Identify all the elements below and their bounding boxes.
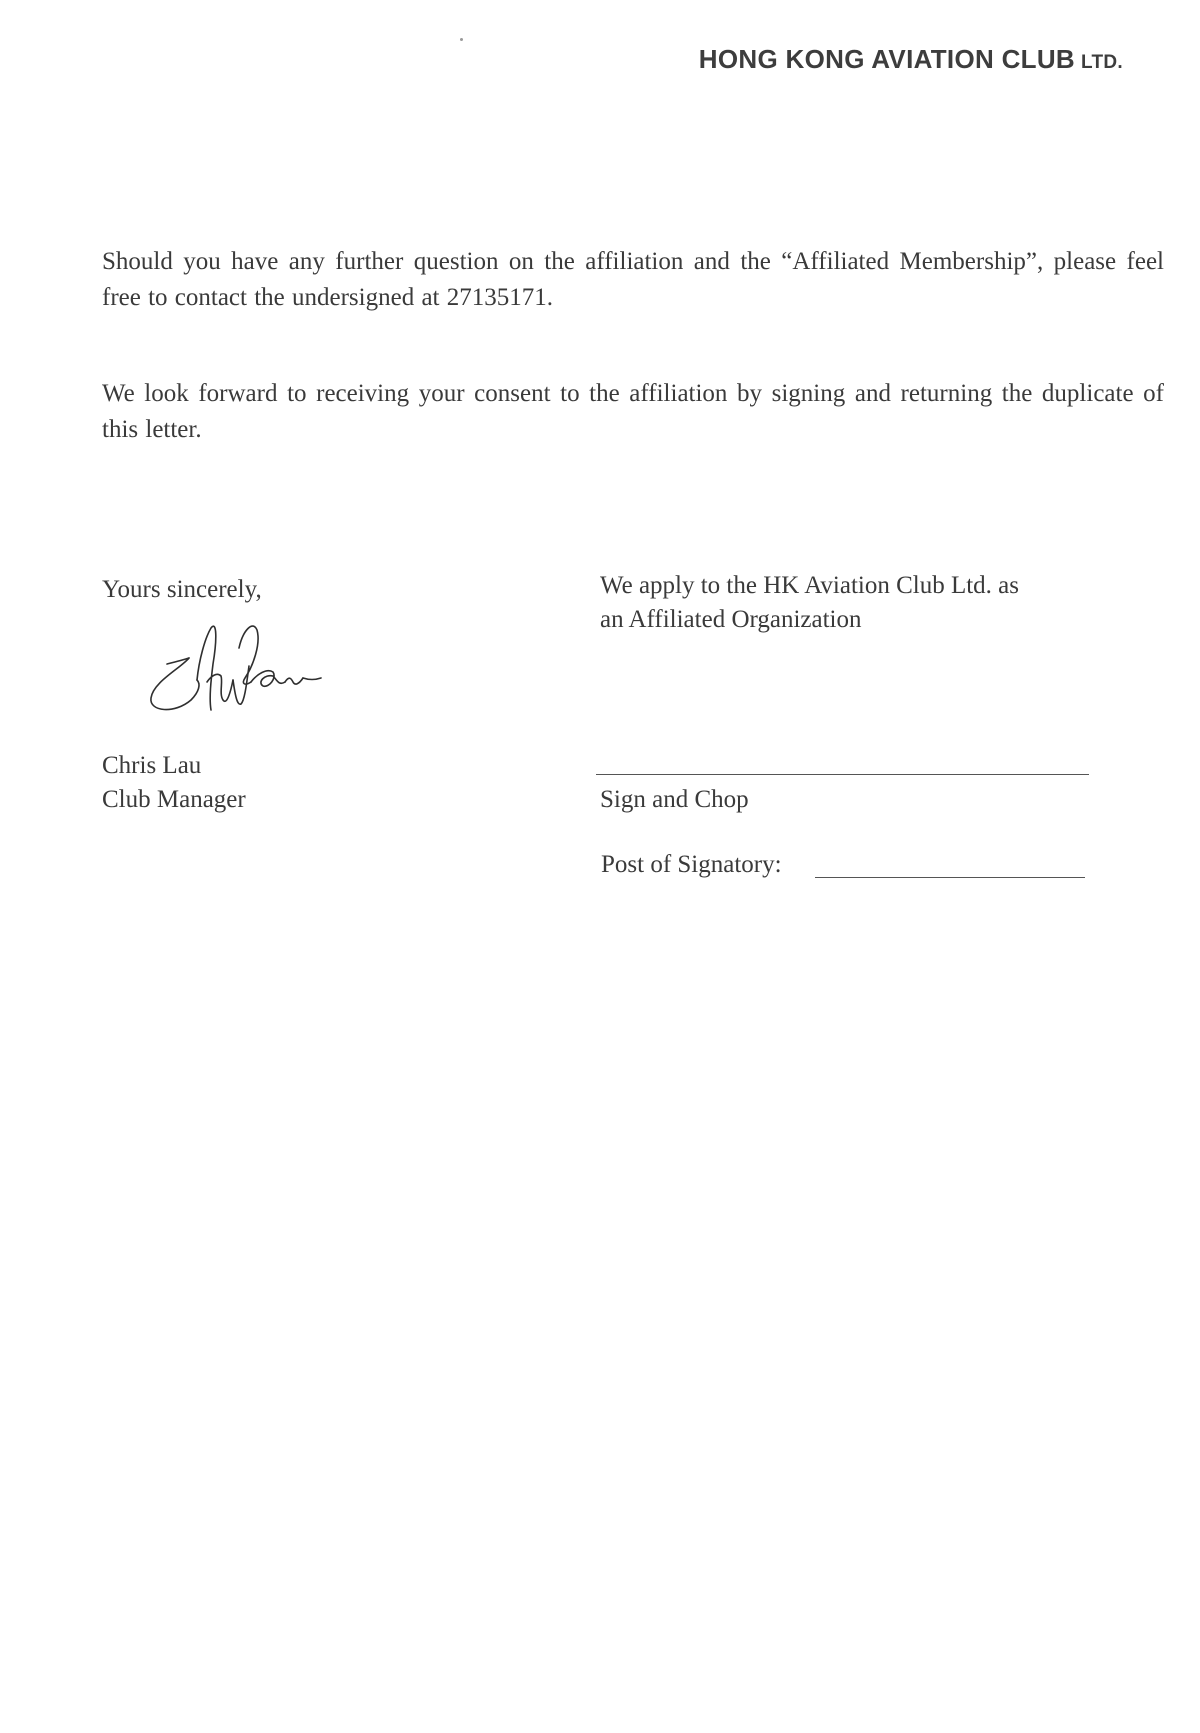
signer-title: Club Manager bbox=[102, 786, 246, 813]
body-paragraph-consent: We look forward to receiving your consent to the affiliation by signing and returning the duplicate of this letter. bbox=[102, 380, 1164, 443]
closing-salutation: Yours sincerely, bbox=[102, 576, 262, 603]
scan-speck bbox=[460, 38, 463, 41]
letterhead-name: HONG KONG AVIATION CLUB bbox=[698, 44, 1075, 74]
post-of-signatory-line bbox=[815, 877, 1085, 878]
application-statement-line2: an Affiliated Organization bbox=[600, 606, 862, 633]
letterhead-suffix: LTD. bbox=[1080, 52, 1123, 73]
body-paragraph-contact: Should you have any further question on the affiliation and the “Affiliated Membership”, please feel free to contact the undersigned at 27135171. bbox=[102, 248, 1164, 311]
signature-line bbox=[596, 774, 1089, 775]
post-of-signatory-label: Post of Signatory: bbox=[601, 851, 782, 878]
application-statement-line1: We apply to the HK Aviation Club Ltd. as bbox=[600, 572, 1019, 599]
letterhead bbox=[699, 44, 1123, 75]
signer-name: Chris Lau bbox=[102, 752, 202, 779]
sign-and-chop-label: Sign and Chop bbox=[600, 786, 749, 813]
handwritten-signature bbox=[145, 620, 345, 720]
